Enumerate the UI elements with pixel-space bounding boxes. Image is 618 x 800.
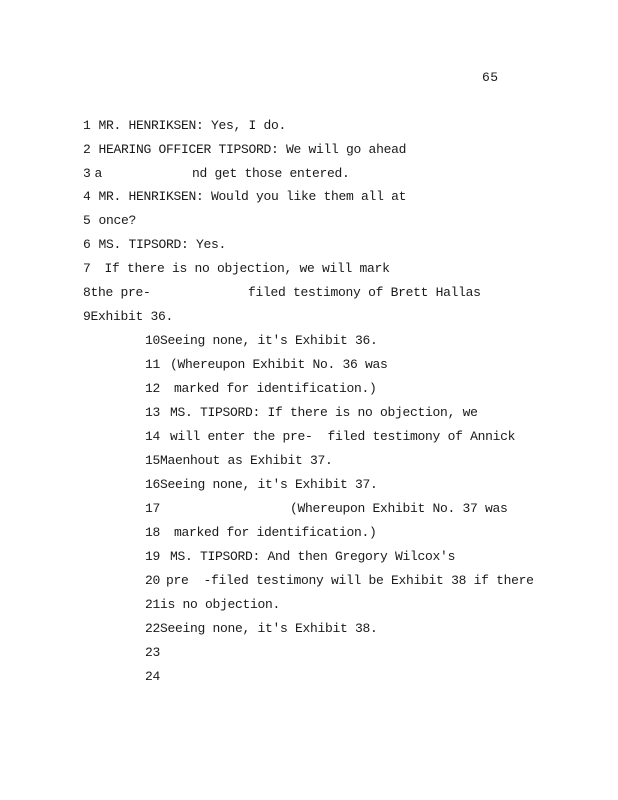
transcript-line bbox=[145, 621, 378, 637]
transcript-line bbox=[145, 381, 377, 397]
line-number: 24 bbox=[145, 669, 161, 684]
transcript-line bbox=[145, 525, 377, 541]
line-number: 5 bbox=[83, 213, 91, 228]
line-number: 21 bbox=[145, 597, 161, 612]
transcript-line bbox=[83, 166, 350, 182]
transcript-line bbox=[145, 405, 478, 421]
transcript-line bbox=[83, 309, 173, 325]
line-text: Seeing none, it's Exhibit 37. bbox=[160, 477, 378, 492]
line-number: 13 bbox=[145, 405, 161, 420]
line-number: 8 bbox=[83, 285, 91, 300]
line-number: 2 bbox=[83, 142, 91, 157]
transcript-line bbox=[145, 453, 333, 469]
transcript-line bbox=[145, 357, 388, 373]
line-number: 10 bbox=[145, 333, 161, 348]
line-number: 17 bbox=[145, 501, 161, 516]
line-number: 19 bbox=[145, 549, 161, 564]
line-text: (Whereupon Exhibit No. 36 was bbox=[170, 357, 388, 372]
line-text: (Whereupon Exhibit No. 37 was bbox=[290, 501, 508, 516]
line-number: 9 bbox=[83, 309, 91, 324]
transcript-line bbox=[83, 213, 136, 229]
line-text: MS. TIPSORD: And then Gregory Wilcox's bbox=[170, 549, 456, 564]
transcript-line bbox=[145, 645, 160, 661]
line-number: 1 bbox=[83, 118, 91, 133]
line-number: 6 bbox=[83, 237, 91, 252]
page-number: 65 bbox=[482, 70, 499, 85]
line-number: 23 bbox=[145, 645, 161, 660]
transcript-line bbox=[83, 118, 286, 134]
line-number: 11 bbox=[145, 357, 161, 372]
line-text: a nd get those entered. bbox=[94, 166, 350, 181]
line-text: If there is no objection, we will mark bbox=[104, 261, 390, 276]
transcript-line bbox=[83, 237, 226, 253]
line-text: will enter the pre- filed testimony of Annick bbox=[170, 429, 516, 444]
line-text: Maenhout as Exhibit 37. bbox=[160, 453, 333, 468]
line-number: 3 bbox=[83, 166, 91, 181]
line-text: MR. HENRIKSEN: Would you like them all at bbox=[98, 189, 407, 204]
line-number: 14 bbox=[145, 429, 161, 444]
line-number: 22 bbox=[145, 621, 161, 636]
line-text: Exhibit 36. bbox=[90, 309, 174, 324]
transcript-line bbox=[83, 142, 406, 158]
transcript-line bbox=[83, 189, 406, 205]
transcript-line bbox=[145, 573, 534, 589]
line-text: Seeing none, it's Exhibit 36. bbox=[160, 333, 378, 348]
transcript-line bbox=[145, 549, 455, 565]
line-text: MS. TIPSORD: If there is no objection, we bbox=[170, 405, 478, 420]
line-number: 18 bbox=[145, 525, 161, 540]
line-text: MR. HENRIKSEN: Yes, I do. bbox=[98, 118, 287, 133]
line-text: once? bbox=[98, 213, 137, 228]
line-text: Seeing none, it's Exhibit 38. bbox=[160, 621, 378, 636]
transcript-line bbox=[83, 285, 481, 301]
line-text: pre -filed testimony will be Exhibit 38 if there bbox=[166, 573, 534, 588]
line-number: 12 bbox=[145, 381, 161, 396]
line-text: the pre- filed testimony of Brett Hallas bbox=[90, 285, 481, 300]
transcript-line bbox=[145, 429, 515, 445]
transcript-line bbox=[83, 261, 390, 277]
line-text: is no objection. bbox=[160, 597, 281, 612]
line-number: 7 bbox=[83, 261, 91, 276]
transcript-line bbox=[145, 333, 378, 349]
line-number: 15 bbox=[145, 453, 161, 468]
line-number: 20 bbox=[145, 573, 161, 588]
transcript-line bbox=[145, 597, 280, 613]
line-text: marked for identification.) bbox=[174, 381, 377, 396]
line-number: 4 bbox=[83, 189, 91, 204]
transcript-line bbox=[145, 501, 508, 517]
transcript-line bbox=[145, 669, 160, 685]
line-text: MS. TIPSORD: Yes. bbox=[98, 237, 227, 252]
line-text: HEARING OFFICER TIPSORD: We will go ahead bbox=[98, 142, 407, 157]
transcript-line bbox=[145, 477, 378, 493]
line-text: marked for identification.) bbox=[174, 525, 377, 540]
line-number: 16 bbox=[145, 477, 161, 492]
